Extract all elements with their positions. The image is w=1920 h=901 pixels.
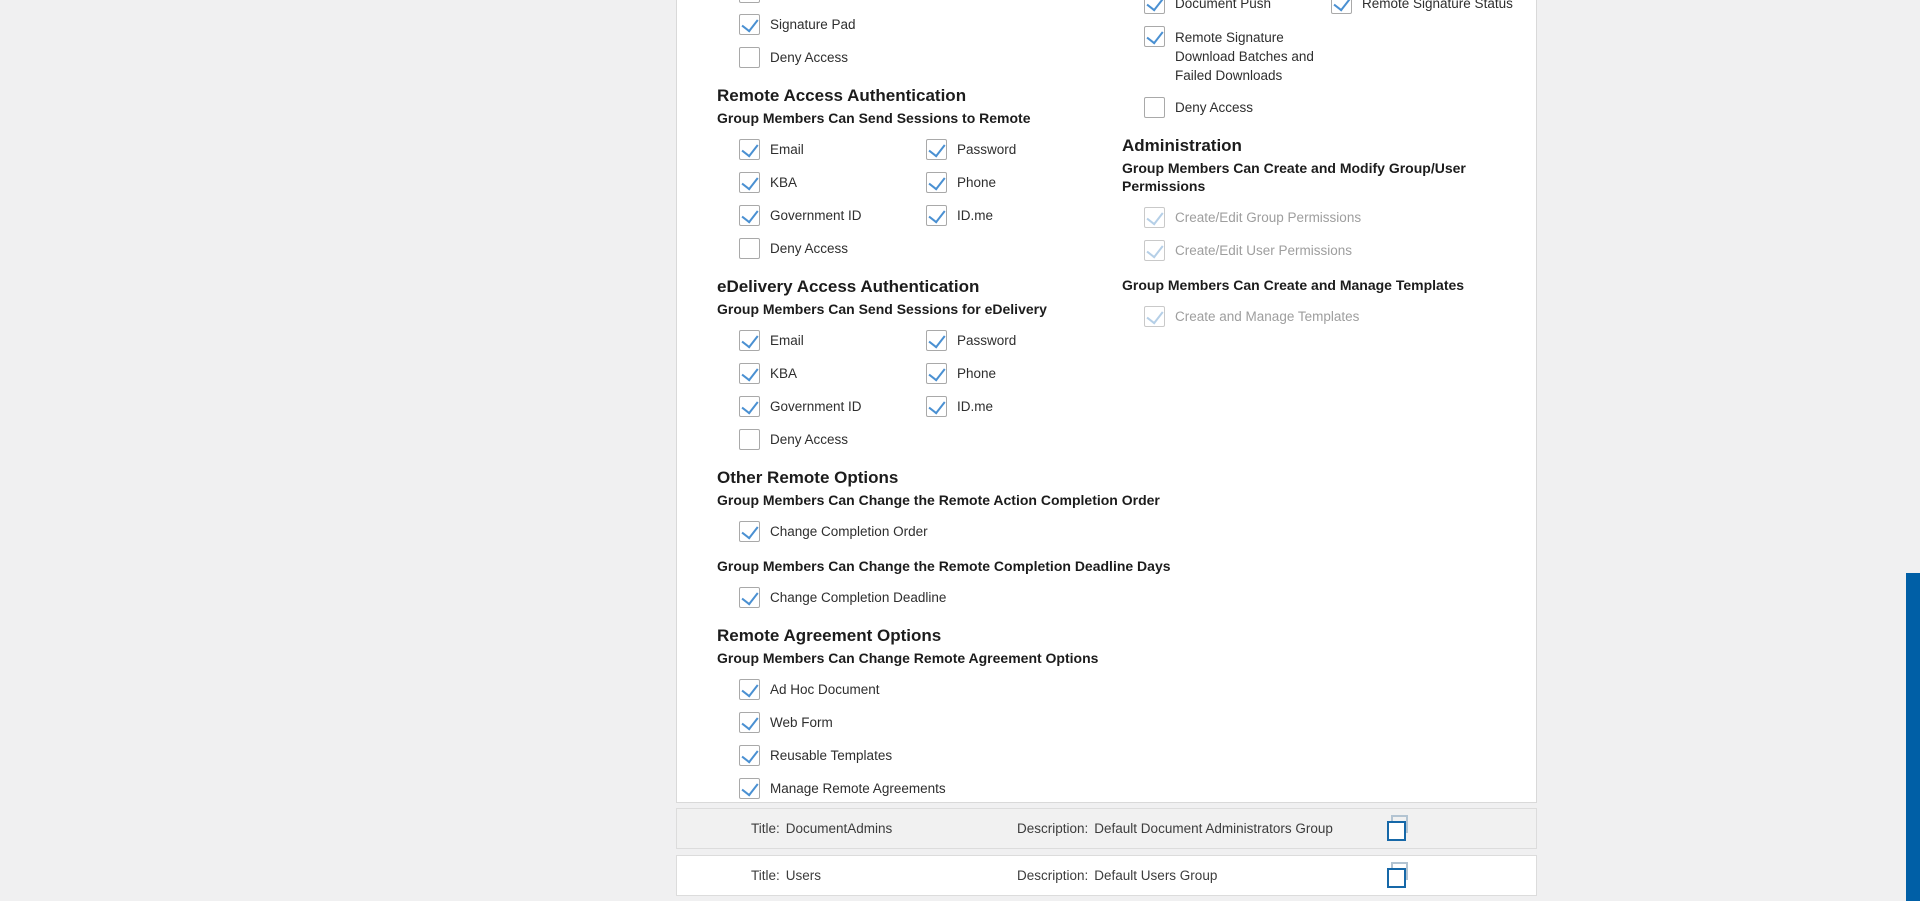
checkbox-item-government-id: [739, 396, 926, 417]
group-row-documentadmins: [676, 808, 1537, 849]
checkbox-label: Change Completion Order: [770, 524, 928, 539]
checkbox-item-signature-pad: [739, 14, 926, 35]
checkbox-item-remote-signature-status: [1331, 0, 1534, 14]
checkbox-label: Government ID: [770, 399, 862, 414]
checkbox-change-completion-order[interactable]: [739, 521, 760, 542]
checkbox-item-deny-access: [739, 47, 926, 68]
checkbox-label: Document Push: [1175, 0, 1272, 11]
checkbox-label: Create/Edit User Permissions: [1175, 243, 1353, 258]
checkbox-label: Change Completion Deadline: [770, 590, 947, 605]
copy-icon-front: [1387, 868, 1406, 888]
checkbox-item-change-completion-deadline: [739, 587, 947, 608]
checkbox-deny-access[interactable]: [1144, 97, 1165, 118]
checkbox-label: Phone: [957, 175, 997, 190]
checkbox-item-change-completion-order: [739, 521, 926, 542]
checkbox-item-id-me: [926, 396, 1292, 417]
checkbox-password[interactable]: [926, 139, 947, 160]
checkbox-row: [717, 396, 1292, 417]
title-label: Title:: [751, 868, 780, 883]
checkbox-item-phone: [926, 363, 1292, 384]
checkbox-label: Deny Access: [770, 432, 849, 447]
checkbox-row: [1122, 240, 1534, 261]
checkbox-row: [1122, 26, 1534, 85]
checkbox-item-create-edit-user-permissions: [1144, 240, 1353, 261]
group-subtitle-group-members-can-send-sessions-to-remote: Group Members Can Send Sessions to Remote: [717, 110, 1031, 126]
checkbox-item-deny-access: [1144, 97, 1331, 118]
checkbox-label: Remote Signature Download Batches and Failed Downloads: [1175, 30, 1314, 83]
checkbox-row: [1122, 207, 1534, 228]
copy-icon[interactable]: [1387, 862, 1413, 890]
checkbox-label: KBA: [770, 175, 798, 190]
section-title-remote-agreement-options: Remote Agreement Options: [717, 626, 942, 645]
checkbox-label: Deny Access: [770, 241, 849, 256]
checkbox-label: Remote Signature Status: [1362, 0, 1513, 11]
checkbox-row: [717, 712, 1292, 733]
checkbox-email[interactable]: [739, 139, 760, 160]
checkbox-label: Web Form: [770, 715, 833, 730]
checkbox-item-document-push: [1144, 0, 1331, 14]
checkbox-signature-pad[interactable]: [739, 14, 760, 35]
group-title: [751, 809, 892, 848]
checkbox-item-remote-signature-download-batches-and-failed-downloads: [1144, 26, 1331, 85]
group-subtitle-group-members-can-create-and-manage-templates: Group Members Can Create and Manage Templates: [1122, 277, 1465, 293]
group-title-value: Users: [785, 868, 822, 883]
group-subtitle-group-members-can-change-remote-agreement-options: Group Members Can Change Remote Agreement Options: [717, 650, 1099, 666]
checkbox-create-edit-user-permissions: [1144, 240, 1165, 261]
checkbox-government-id[interactable]: [739, 205, 760, 226]
checkbox-row: [717, 429, 1292, 450]
checkbox-document-push[interactable]: [1144, 0, 1165, 14]
checkbox-item-deny-access: [739, 238, 926, 259]
checkbox-label: KBA: [770, 366, 798, 381]
checkbox-row: [717, 778, 1292, 799]
section-title-edelivery-access-authentication: eDelivery Access Authentication: [717, 277, 980, 296]
permissions-panel: [676, 0, 1537, 803]
checkbox-phone[interactable]: [926, 172, 947, 193]
group-row-users: [676, 855, 1537, 896]
checkbox-row: [717, 745, 1292, 766]
group-title-value: DocumentAdmins: [785, 821, 893, 836]
copy-icon-front: [1387, 821, 1406, 841]
description-label: Description:: [1017, 821, 1089, 836]
checkbox-item-government-id: [739, 205, 926, 226]
group-subtitle-group-members-can-create-and-modify-group-user-permissions: Group Members Can Create and Modify Group/User Permissions: [1122, 160, 1466, 194]
checkbox-label: Ad Hoc Document: [770, 682, 880, 697]
checkbox-row: [717, 363, 1292, 384]
section-title-administration: Administration: [1122, 136, 1242, 155]
group-description: [1017, 809, 1333, 848]
checkbox-label: Manage Remote Agreements: [770, 781, 946, 796]
description-label: Description:: [1017, 868, 1089, 883]
checkbox-label: Password: [957, 333, 1017, 348]
checkbox-item-create-edit-group-permissions: [1144, 207, 1362, 228]
checkbox-label: Email: [770, 333, 804, 348]
checkbox-phone[interactable]: [926, 363, 947, 384]
checkbox-change-completion-deadline[interactable]: [739, 587, 760, 608]
permissions-right-column: [1122, 0, 1534, 339]
checkbox-ad-hoc-document[interactable]: [739, 679, 760, 700]
checkbox-item-email: [739, 139, 926, 160]
group-description: [1017, 856, 1217, 895]
section-title-remote-access-authentication: Remote Access Authentication: [717, 86, 967, 105]
checkbox-create-and-manage-templates: [1144, 306, 1165, 327]
checkbox-deny-access[interactable]: [739, 429, 760, 450]
checkbox-item-reusable-templates: [739, 745, 926, 766]
checkbox-kba[interactable]: [739, 172, 760, 193]
copy-icon[interactable]: [1387, 815, 1413, 843]
title-label: Title:: [751, 821, 780, 836]
checkbox-label: Signature Pad: [770, 17, 856, 32]
checkbox-item-kba: [739, 172, 926, 193]
checkbox-government-id[interactable]: [739, 396, 760, 417]
checkbox-item-deny-access: [739, 429, 926, 450]
checkbox-label: Create and Manage Templates: [1175, 309, 1360, 324]
checkbox-row: [1122, 0, 1534, 14]
checkbox-email[interactable]: [739, 330, 760, 351]
checkbox-item-kba: [739, 363, 926, 384]
checkbox-label: Password: [957, 142, 1017, 157]
checkbox-deny-access[interactable]: [739, 238, 760, 259]
group-description-value: Default Document Administrators Group: [1094, 821, 1333, 836]
checkbox-label: ID.me: [957, 208, 994, 223]
checkbox-item-ad-hoc-document: [739, 679, 926, 700]
checkbox-id-me[interactable]: [926, 205, 947, 226]
checkbox-label: Government ID: [770, 208, 862, 223]
checkbox-manage-remote-agreements[interactable]: [739, 778, 760, 799]
checkbox-row: [1122, 306, 1534, 327]
checkbox-reusable-templates[interactable]: [739, 745, 760, 766]
checkbox-create-edit-group-permissions: [1144, 207, 1165, 228]
checkbox-item-manage-remote-agreements: [739, 778, 946, 799]
checkbox-remote-signature-status[interactable]: [1331, 0, 1352, 14]
group-subtitle-group-members-can-change-the-remote-action-completion-order: Group Members Can Change the Remote Action Completion Order: [717, 492, 1160, 508]
checkbox-label: Reusable Templates: [770, 748, 893, 763]
checkbox-id-me[interactable]: [926, 396, 947, 417]
checkbox-label: Phone: [957, 366, 997, 381]
group-title: [751, 856, 821, 895]
group-description-value: Default Users Group: [1094, 868, 1218, 883]
checkbox-label: Deny Access: [770, 50, 849, 65]
group-subtitle-group-members-can-change-the-remote-completion-deadline-days: Group Members Can Change the Remote Completion Deadline Days: [717, 558, 1171, 574]
checkbox-item-email: [739, 330, 926, 351]
checkbox-password[interactable]: [926, 330, 947, 351]
checkbox-remote-signature-download-batches-and-failed-downloads[interactable]: [1144, 26, 1165, 47]
checkbox-label: Email: [770, 142, 804, 157]
checkbox-label: ID.me: [957, 399, 994, 414]
section-title-other-remote-options: Other Remote Options: [717, 468, 899, 487]
clipped-checkbox[interactable]: [739, 0, 760, 3]
checkbox-deny-access[interactable]: [739, 47, 760, 68]
checkbox-row: [717, 587, 1292, 608]
group-subtitle-group-members-can-send-sessions-for-edelivery: Group Members Can Send Sessions for eDelivery: [717, 301, 1047, 317]
checkbox-label: Create/Edit Group Permissions: [1175, 210, 1362, 225]
right-edge-bar[interactable]: [1906, 573, 1920, 901]
checkbox-row: [1122, 97, 1534, 118]
checkbox-row: [717, 521, 1292, 542]
checkbox-web-form[interactable]: [739, 712, 760, 733]
checkbox-item-web-form: [739, 712, 926, 733]
checkbox-row: [717, 679, 1292, 700]
checkbox-item-create-and-manage-templates: [1144, 306, 1360, 327]
checkbox-label: Deny Access: [1175, 100, 1254, 115]
checkbox-kba[interactable]: [739, 363, 760, 384]
